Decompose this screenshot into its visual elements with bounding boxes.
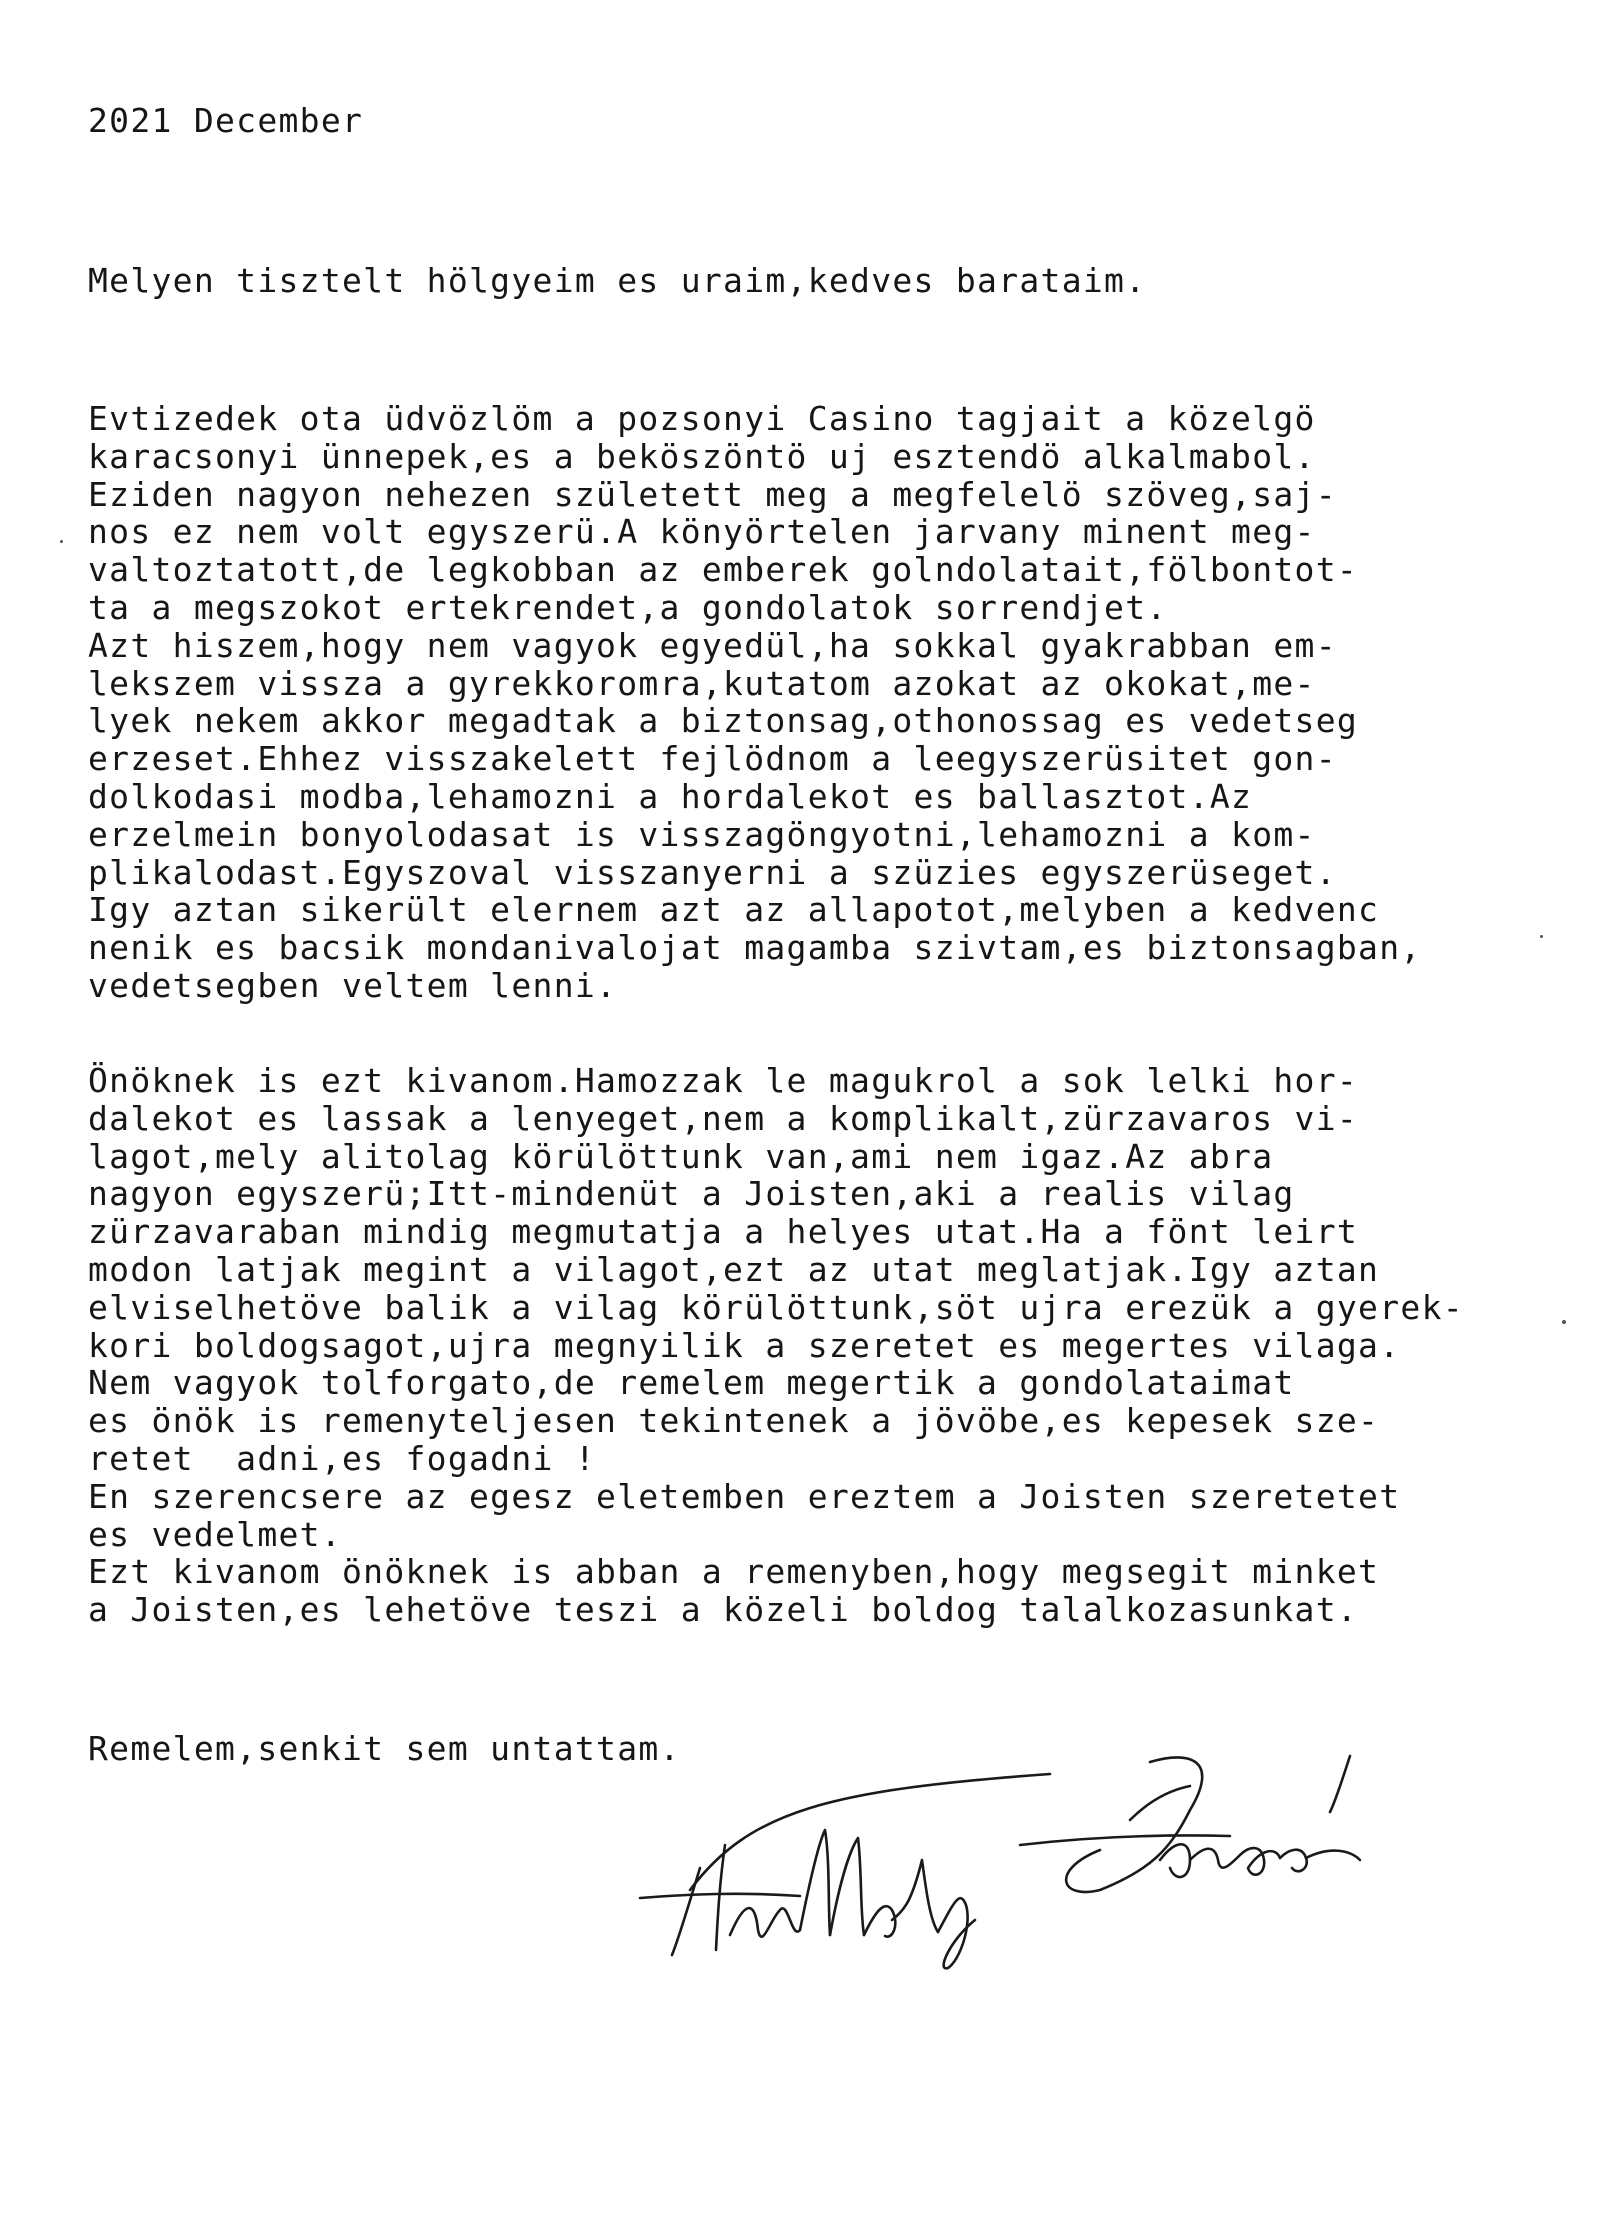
letter-salutation: Melyen tisztelt hölgyeim es uraim,kedves barataim. — [88, 261, 1147, 300]
text-line: nenik es bacsik mondanivalojat magamba szivtam,es biztonsagban, — [88, 928, 1422, 968]
paragraph-2 — [88, 1062, 1464, 1629]
text-line: Igy aztan sikerült elernem azt az allapotot,melyben a kedvenc — [88, 890, 1380, 930]
handwritten-signature — [630, 1750, 1470, 1970]
text-line: nos ez nem volt egyszerü.A könyörtelen jarvany minent meg- — [88, 512, 1316, 552]
paragraph-1 — [88, 400, 1422, 1005]
text-line: plikalodast.Egyszoval visszanyerni a szüzies egyszerüseget. — [88, 852, 1337, 892]
letter-closing: Remelem,senkit sem untattam. — [88, 1729, 681, 1768]
text-line: vedetsegben veltem lenni. — [88, 965, 618, 1005]
text-line: elviselhetöve balik a vilag körülöttunk,söt ujra erezük a gyerek- — [88, 1287, 1464, 1327]
text-line: lekszem vissza a gyrekkoromra,kutatom azokat az okokat,me- — [88, 663, 1316, 703]
text-line: retet adni,es fogadni ! — [88, 1438, 597, 1478]
scan-speck — [1540, 935, 1543, 938]
text-line: erzelmein bonyolodasat is visszagöngyotni,lehamozni a kom- — [88, 814, 1316, 854]
text-line: Ezt kivanom önöknek is abban a remenyben,hogy megsegit minket — [88, 1552, 1380, 1592]
text-line: modon latjak megint a vilagot,ezt az utat meglatjak.Igy aztan — [88, 1249, 1380, 1289]
text-line: erzeset.Ehhez visszakelett fejlödnom a leegyszerüsitet gon- — [88, 739, 1337, 779]
text-line: Önöknek is ezt kivanom.Hamozzak le magukrol a sok lelki hor- — [88, 1061, 1359, 1100]
text-line: Azt hiszem,hogy nem vagyok egyedül,ha sokkal gyakrabban em- — [88, 625, 1337, 665]
text-line: kori boldogsagot,ujra megnyilik a szeretet es megertes vilaga. — [88, 1325, 1401, 1365]
scan-speck — [1562, 1320, 1566, 1324]
text-line: Nem vagyok tolforgato,de remelem megertik a gondolataimat — [88, 1363, 1295, 1403]
text-line: ta a megszokot ertekrendet,a gondolatok sorrendjet. — [88, 587, 1168, 627]
text-line: a Joisten,es lehetöve teszi a közeli boldog talalkozasunkat. — [88, 1590, 1359, 1630]
text-line: valtoztatott,de legkobban az emberek golndolatait,fölbontot- — [88, 550, 1359, 590]
text-line: En szerencsere az egesz eletemben ereztem a Joisten szeretetet — [88, 1476, 1401, 1516]
text-line: es vedelmet. — [88, 1514, 343, 1554]
text-line: Eziden nagyon nehezen született meg a megfelelö szöveg,saj- — [88, 474, 1337, 514]
text-line: zürzavaraban mindig megmutatja a helyes utat.Ha a fönt leirt — [88, 1212, 1359, 1252]
letter-date: 2021 December — [88, 101, 364, 140]
text-line: lyek nekem akkor megadtak a biztonsag,othonossag es vedetseg — [88, 701, 1359, 741]
scan-speck — [60, 540, 63, 543]
text-line: es önök is remenyteljesen tekintenek a jövöbe,es kepesek sze- — [88, 1401, 1380, 1441]
text-line: dalekot es lassak a lenyeget,nem a komplikalt,zürzavaros vi- — [88, 1098, 1359, 1138]
text-line: karacsonyi ünnepek,es a beköszöntö uj esztendö alkalmabol. — [88, 436, 1316, 476]
text-line: Evtizedek ota üdvözlöm a pozsonyi Casino tagjait a közelgö — [88, 399, 1316, 438]
text-line: dolkodasi modba,lehamozni a hordalekot es ballasztot.Az — [88, 776, 1253, 816]
text-line: lagot,mely alitolag körülöttunk van,ami nem igaz.Az abra — [88, 1136, 1274, 1176]
text-line: nagyon egyszerü;Itt-mindenüt a Joisten,aki a realis vilag — [88, 1174, 1295, 1214]
